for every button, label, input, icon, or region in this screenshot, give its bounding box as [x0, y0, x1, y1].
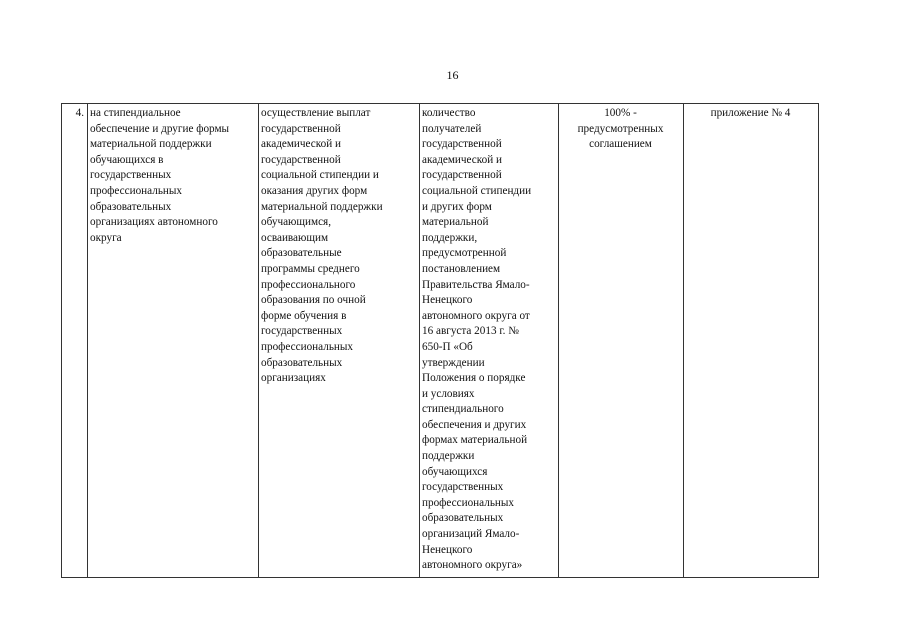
- row-number-cell: [62, 104, 88, 578]
- document-table: [61, 103, 819, 578]
- value-text: 100% - предусмотренных соглашением: [577, 107, 664, 151]
- row-number: 4.: [75, 107, 84, 119]
- direction-text: на стипендиальное обеспечение и другие формы материальной поддержки обучающихся в государственных профессиональных образовательных организациях автономного округа: [90, 107, 230, 244]
- value-cell: [559, 104, 684, 578]
- page-number: 16: [446, 68, 459, 82]
- direction-cell: [88, 104, 259, 578]
- appendix-text: приложение № 4: [710, 107, 791, 119]
- indicator-cell: [420, 104, 559, 578]
- table-row: [62, 104, 819, 578]
- appendix-cell: [684, 104, 819, 578]
- indicator-text: количество получателей государственной академической и государственной социальной стипендии и других форм материальной поддержки, предусмотренной постановлением Правительства Ямало- Ненецкого автономного округа от 16 августа 2013 г. № 650-П «Об утверждении Положения о порядке и условиях стипендиального обеспечения и других формах материальной поддержки обучающихся государственных профессиональных образовательных организаций Ямало- Ненецкого автономного округа»: [422, 107, 532, 572]
- activity-cell: [259, 104, 420, 578]
- activity-text: осуществление выплат государственной академической и государственной социальной стипендии и оказания других форм материальной поддержки обучающимся, осваивающим образовательные программы среднего профессионального образования по очной форме обучения в государственных профессиональных образовательных организациях: [261, 107, 383, 385]
